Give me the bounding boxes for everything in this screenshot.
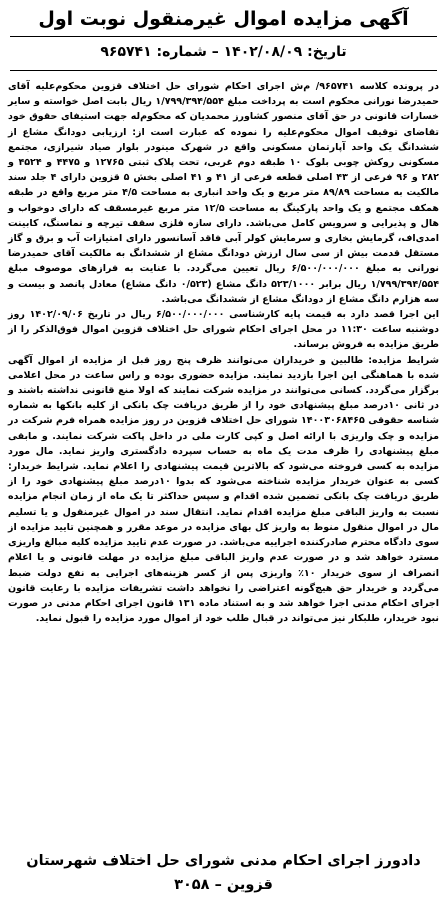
auction-conditions-paragraph: [8, 353, 439, 627]
conditions-text: طالبین و خریداران می‌توانند ظرف پنج روز قبل از مزایده از اموال آگهی شده با هماهنگی این اجرا بازدید نمایند. مزایده حضوری بوده و راس ساعت در محل اعلامی برگزار می‌گردد. کسانی می‌توانند در مزایده شرکت نمایند که اولا منع قانونی نداشته باشند و در ثانی ۱۰درصد مبلغ پیشنهادی خود را از طریق دریافت چک بانکی از کلیه بانکها به شماره شناسه حقوقی ۱۴۰۰۳۰۶۸۴۶۵ شورای حل اختلاف قزوین در روز مزایده همراه فرم شرکت در مزایده و چک واریزی با ارائه اصل و کپی کارت ملی در داخل پاکت شرکت نمایند. و مابقی مبلغ پیشنهادی را ظرف مدت یک ماه به حساب سپرده دادگستری واریز نماید. مال مورد مزایده به کسی فروخته می‌شود که بالاترین قیمت پیشنهادی را اعلام نماید.: [8, 354, 440, 473]
signature-city-code: قزوین – ۳۰۵۸: [174, 877, 273, 893]
auction-schedule-paragraph: این اجرا قصد دارد به قیمت پایه کارشناسی ۶/۵۰۰/۰۰۰/۰۰۰ ریال در تاریخ ۱۴۰۲/۰۹/۰۶ روز دوشنبه ساعت ۱۱:۳۰ در محل اجرای احکام شورای حل اختلاف قزوین اموال فوق‌الذکر را از طریق مزایده به فروش برساند.: [8, 309, 440, 351]
conditions-label: شرایط مزایده:: [368, 354, 439, 366]
buyer-conditions-text: کسی به عنوان خریدار مزایده شناخته می‌شود که بدوا ۱۰درصد مبلغ پیشنهادی خود را از طریق دریافت چک بانکی تضمین شده اقدام و سپس حداکثر تا یک ماه از زمان انجام مزایده نسبت به واریز الباقی مبلغ مزایده اقدام نماید. انتقال سند در اموال غیرمنقول و یا تسلیم مال در اموال منقول منوط به واریز کل بهای مزایده در موعد مقرر و همچنین تایید مزایده از سوی دادگاه محترم صادرکننده اجراییه می‌باشد. در صورت عدم تایید مزایده کلیه مبالغ واریزی مسترد خواهد شد و در صورت عدم واریز الباقی مبلغ مزایده در مهلت قانونی و یا اعلام انصراف از سوی خریدار ۱۰٪ واریزی پس از کسر هزینه‌های اجرایی به نفع دولت ضبط می‌گردد و خریدار حق هیچ‌گونه اعتراضی را نخواهد داشت تشریفات مزایده با رعایت قانون اجرای احکام مدنی اجرا خواهد شد و به استناد ماده ۱۳۱ قانون اجرای احکام مدنی در صورت نبود خریدار، طلبکار نیز می‌تواند در قبال طلب خود از اموال مورد مزایده را قبول نماید.: [8, 476, 440, 625]
reference-divider: [10, 70, 437, 71]
notice-body: [8, 79, 439, 626]
case-description-paragraph: در پرونده کلاسه ۹۶۵۷۴۱/ م‌ش اجرای احکام شورای حل اختلاف قزوین محکوم‌علیه آقای حمیدرضا نورانی محکوم است به پرداخت مبلغ ۱/۷۹۹/۳۹۴/۵۵۴ ریال بابت اصل خواسته و سایر خسارات قانونی در حق آقای منصور کشاورز محمدیان که محکوم‌له جهت استیفای حقوق خود تقاضای توقیف اموال محکوم‌علیه را نموده که عبارت است از: ارزیابی دودانگ مشاع از ششدانگ یک واحد آپارتمان مسکونی واقع در شهرک مینودر بلوار صیاد شیرازی، مجتمع مسکونی روکش چوبی بلوک ۱۰ طبقه دوم غربی، تحت پلاک ثبتی ۱۲۷۶۵ و ۴۴۷۵ و ۴۵۲۴ و ۲۸۲ و ۹۶ فرعی از ۴۳ اصلی قطعه فرعی از ۴۱ و ۴۱ اصلی بخش ۵ قزوین دارای ۴ جلد سند مالکیت به مساحت ۸۹/۸۹ متر مربع و یک واحد انباری به مساحت ۴/۵ متر مربع واقع در طبقه همکف مجتمع و یک واحد پارکینگ به مساحت ۱۲/۵ متر مربع غیرمسقف که دارای دوخواب و هال و پذیرایی و سرویس کامل می‌باشد. دارای سازه فلزی سقف تیرچه و نماسنگ، کابینت امدی‌اف، گرمایش بخاری و سرمایش کولر آبی فاقد آسانسور دارای امتیازات آب و برق و گاز مستقل قدمت بیش از سی سال ارزش دودانگ مشاع از ششدانگ به مالکیت آقای حمیدرضا نورانی به مبلغ ۶/۵۰۰/۰۰۰/۰۰۰ ریال تعیین می‌گردد. با عنایت به فرازهای موصوف مبلغ ۱/۷۹۹/۳۹۴/۵۵۴ ریال برابر ۵۲۳/۱۰۰۰ دانگ مشاع (۰/۵۲۳ دانگ مشاع) معادل پانصد و بیست و سه هزارم دانگ مشاع از دودانگ مشاع از ششدانگ می‌باشد.: [8, 81, 440, 305]
buyer-conditions-label: شرایط خریدار:: [8, 461, 79, 473]
signature-title: دادورز اجرای احکام مدنی شورای حل اختلاف شهرستان: [26, 853, 421, 869]
notice-date-number: تاریخ: ۱۴۰۲/۰۸/۰۹ – شماره: ۹۶۵۷۴۱: [100, 44, 347, 60]
notice-title: آگهی مزایده اموال غیرمنقول نوبت اول: [38, 8, 409, 30]
signature-block: [8, 849, 439, 897]
